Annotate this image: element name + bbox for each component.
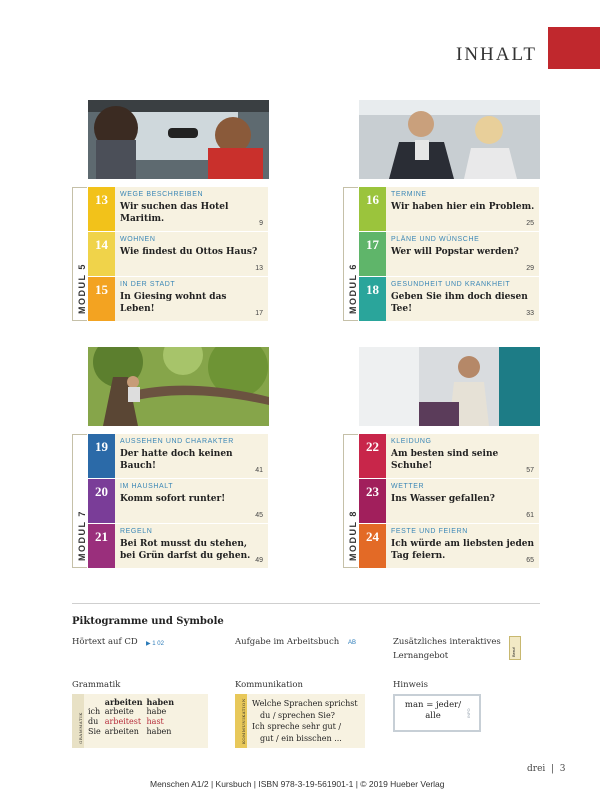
chapter-number: 22 xyxy=(359,434,386,478)
chapter-page: 57 xyxy=(526,467,534,474)
chapter-page: 45 xyxy=(255,512,263,519)
toc-row[interactable] xyxy=(88,277,268,321)
chapter-title: Bei Rot musst du stehen, bei Grün darfst du gehen. xyxy=(120,539,251,561)
chapter-page: 17 xyxy=(255,310,263,317)
aufgabe-label: Aufgabe im Arbeitsbuch xyxy=(235,637,340,647)
hoertext-label: Hörtext auf CD xyxy=(72,637,138,647)
chapter-number: 13 xyxy=(88,187,115,231)
chapter-page: 65 xyxy=(526,557,534,564)
chapter-title: Komm sofort runter! xyxy=(120,494,226,504)
chapter-number: 16 xyxy=(359,187,386,231)
toc-row[interactable] xyxy=(88,479,268,523)
kom-line: Ich spreche sehr gut / xyxy=(252,722,342,731)
chapter-number: 20 xyxy=(88,479,115,523)
chapter-number: 19 xyxy=(88,434,115,478)
photo-modul-7 xyxy=(88,347,269,426)
chapter-title: Am besten sind seine Schuhe! xyxy=(391,449,499,471)
toc-row[interactable] xyxy=(359,479,539,523)
toc-row[interactable] xyxy=(359,187,539,231)
chapter-category: WETTER xyxy=(391,483,425,490)
chapter-number: 21 xyxy=(88,524,115,568)
chapter-category: KLEIDUNG xyxy=(391,438,432,445)
toc-row[interactable] xyxy=(359,524,539,568)
chapter-title: Wie findest du Ottos Haus? xyxy=(120,247,258,257)
hinweis-line: alle xyxy=(425,711,441,721)
zusatz-label-2: Lernangebot xyxy=(393,651,449,661)
chapter-title: Wir suchen das Hotel Maritim. xyxy=(120,202,229,224)
chapter-title: Geben Sie ihm doch diesen Tee! xyxy=(391,292,528,314)
toc-row[interactable] xyxy=(88,187,268,231)
pikto-title: Piktogramme und Symbole xyxy=(72,616,224,627)
kom-line: gut / ein bisschen ... xyxy=(260,733,342,743)
toc-row[interactable] xyxy=(88,524,268,568)
photo-modul-5 xyxy=(88,100,269,179)
chapter-category: PLÄNE UND WÜNSCHE xyxy=(391,236,480,243)
chapter-page: 41 xyxy=(255,467,263,474)
chapter-page: 49 xyxy=(255,557,263,564)
chapter-number: 14 xyxy=(88,232,115,276)
chapter-category: FESTE UND FEIERN xyxy=(391,528,468,535)
photo-modul-6 xyxy=(359,100,540,179)
module-label: MODUL 5 xyxy=(72,187,87,321)
module-8 xyxy=(348,434,540,568)
chapter-page: 33 xyxy=(526,310,534,317)
toc-row[interactable] xyxy=(88,232,268,276)
chapter-title: Wer will Popstar werden? xyxy=(391,247,519,257)
toc-row[interactable] xyxy=(359,434,539,478)
chapter-page: 61 xyxy=(526,512,534,519)
hinweis-line: man = jeder/ xyxy=(404,700,462,710)
chapter-title: Ich würde am liebsten jeden Tag feiern. xyxy=(391,539,535,561)
chapter-category: IM HAUSHALT xyxy=(120,483,174,490)
chapter-title: Der hatte doch keinen Bauch! xyxy=(120,449,233,471)
toc-row[interactable] xyxy=(359,232,539,276)
beruf-icon: Beruf xyxy=(509,636,521,660)
module-5 xyxy=(77,187,269,321)
hinweis-label: Hinweis xyxy=(393,680,428,690)
chapter-number: 17 xyxy=(359,232,386,276)
chapter-category: IN DER STADT xyxy=(120,281,176,288)
photo-modul-8 xyxy=(359,347,540,426)
conjugation-table: arbeiten haben ich arbeite habe du arbeitest hast Sie arbeiten haben xyxy=(88,697,175,736)
grammar-box: GRAMMATIK arbeiten haben ich arbeite habe du arbeitest hast Sie arbeiten haben xyxy=(72,694,208,748)
grammatik-label: Grammatik xyxy=(72,680,121,690)
chapter-category: WEGE BESCHREIBEN xyxy=(120,191,204,198)
header-red-block xyxy=(548,27,600,69)
zusatz-label-1: Zusätzliches interaktives xyxy=(393,637,501,647)
page-number: drei | 3 xyxy=(527,764,566,774)
info-tag: INFO xyxy=(466,708,472,718)
chapter-number: 23 xyxy=(359,479,386,523)
chapter-title: Wir haben hier ein Problem. xyxy=(391,202,535,212)
ab-icon: AB xyxy=(348,640,357,646)
chapter-title: In Giesing wohnt das Leben! xyxy=(120,292,227,314)
chapter-category: WOHNEN xyxy=(120,236,156,243)
communication-box: KOMMUNIKATION Welche Sprachen sprichst du / sprechen Sie? Ich spreche sehr gut / gut / ein bisschen ... xyxy=(235,694,365,748)
module-label: MODUL 8 xyxy=(343,434,358,568)
chapter-page: 25 xyxy=(526,220,534,227)
chapter-category: TERMINE xyxy=(391,191,427,198)
chapter-title: Ins Wasser gefallen? xyxy=(391,494,495,504)
kommunikation-label: Kommunikation xyxy=(235,680,303,690)
module-7 xyxy=(77,434,269,568)
module-6 xyxy=(348,187,540,321)
toc-row[interactable] xyxy=(359,277,539,321)
kom-line: Welche Sprachen sprichst xyxy=(252,699,358,708)
module-label: MODUL 6 xyxy=(343,187,358,321)
chapter-page: 9 xyxy=(259,220,263,227)
page-title: INHALT xyxy=(456,44,537,65)
cd-icon: ▶ 1 02 xyxy=(146,641,164,647)
chapter-number: 15 xyxy=(88,277,115,321)
chapter-number: 18 xyxy=(359,277,386,321)
chapter-category: AUSSEHEN UND CHARAKTER xyxy=(120,438,234,445)
module-label: MODUL 7 xyxy=(72,434,87,568)
section-divider xyxy=(72,603,540,604)
chapter-page: 13 xyxy=(255,265,263,272)
imprint: Menschen A1/2 | Kursbuch | ISBN 978-3-19-561901-1 | © 2019 Hueber Verlag xyxy=(150,779,445,789)
chapter-category: GESUNDHEIT UND KRANKHEIT xyxy=(391,281,511,288)
toc-row[interactable] xyxy=(88,434,268,478)
chapter-page: 29 xyxy=(526,265,534,272)
chapter-category: REGELN xyxy=(120,528,153,535)
hinweis-box xyxy=(393,694,481,732)
chapter-number: 24 xyxy=(359,524,386,568)
kom-line: du / sprechen Sie? xyxy=(260,710,335,720)
